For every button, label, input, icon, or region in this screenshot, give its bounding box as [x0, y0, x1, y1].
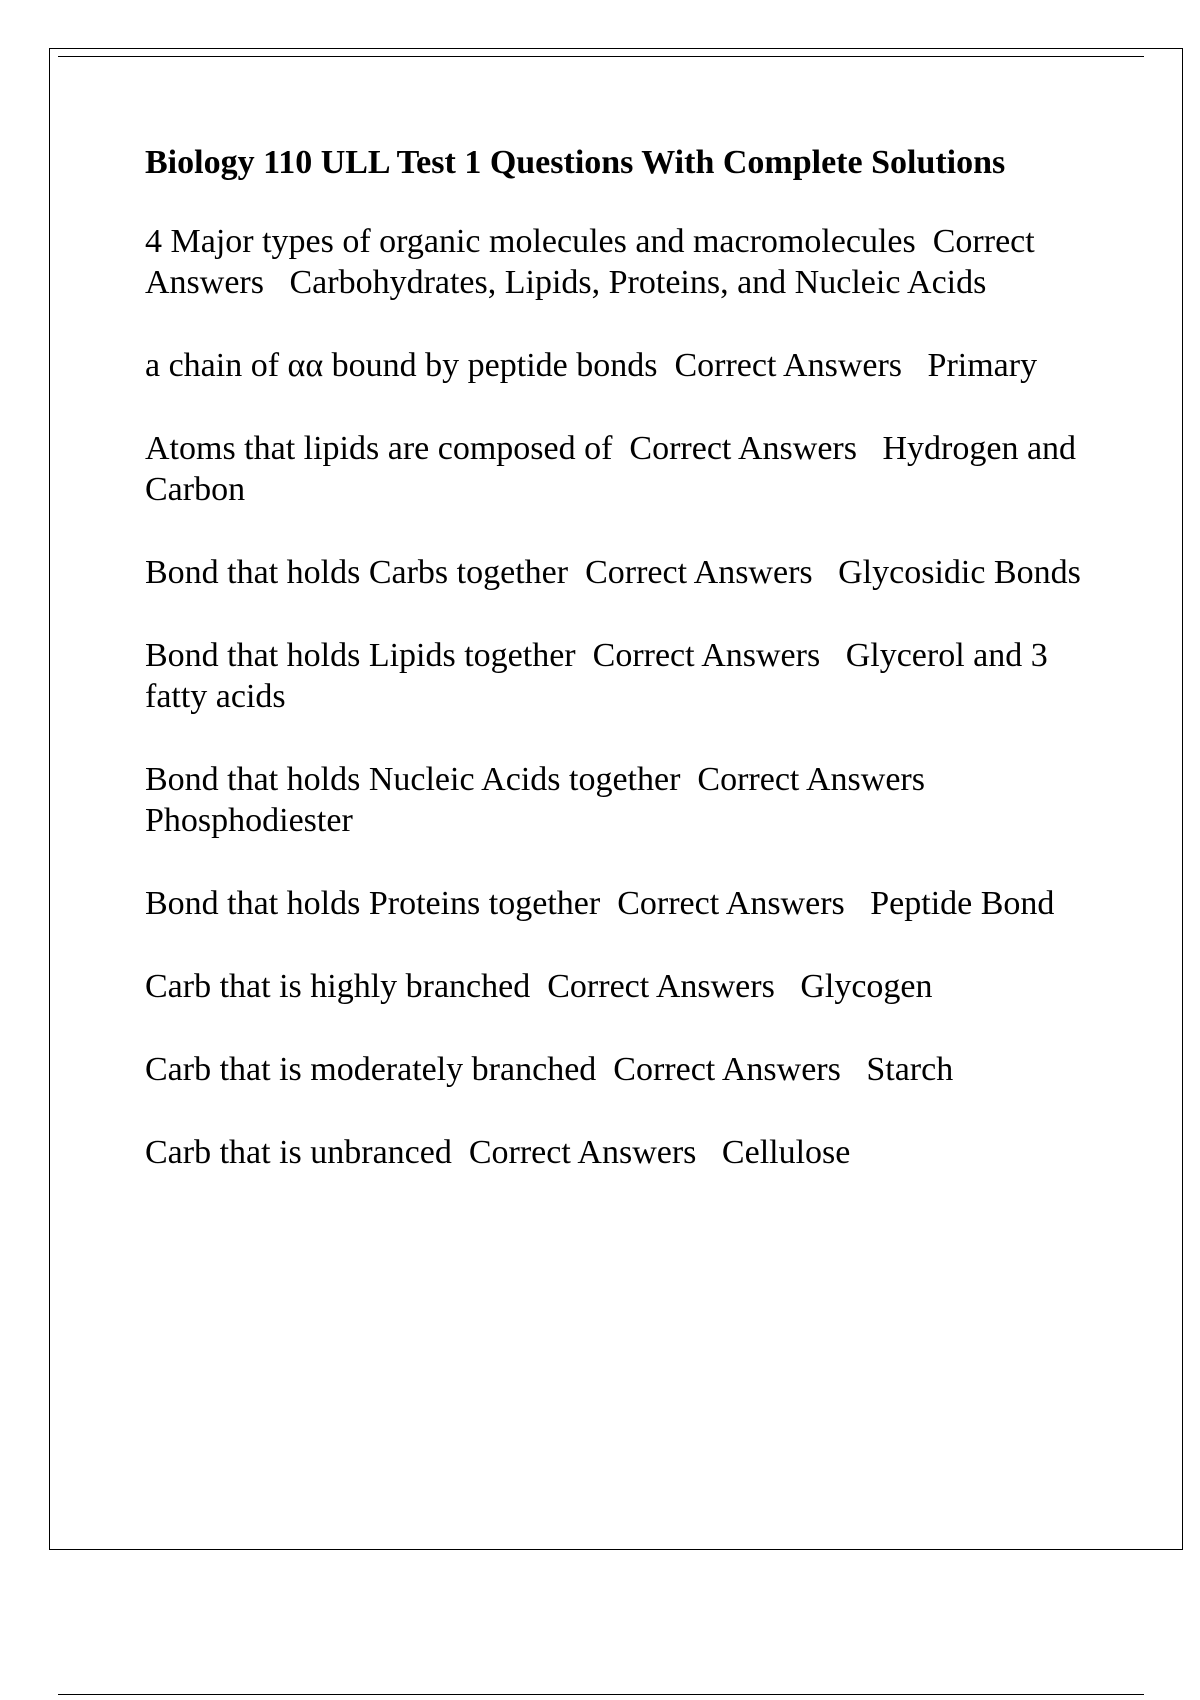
answer-text: Starch: [866, 1051, 954, 1088]
answer-text: Peptide Bond: [870, 885, 1055, 922]
qa-list: [145, 221, 1095, 1173]
qa-item: [145, 759, 1095, 841]
correct-answers-label: Correct Answers: [674, 347, 903, 384]
question-text: Bond that holds Carbs together: [145, 554, 569, 591]
qa-item: [145, 428, 1095, 510]
question-text: a chain of αα bound by peptide bonds: [145, 347, 658, 384]
answer-text: Glycogen: [800, 968, 933, 1005]
top-rule: [58, 56, 1144, 57]
question-text: Bond that holds Nucleic Acids together: [145, 761, 681, 798]
correct-answers-label: Correct Answers: [145, 223, 1042, 301]
qa-item: [145, 552, 1095, 593]
question-text: Carb that is unbranced: [145, 1134, 452, 1171]
qa-item: [145, 1132, 1095, 1173]
correct-answers-label: Correct Answers: [617, 885, 845, 922]
answer-text: Phosphodiester: [145, 802, 353, 839]
question-text: Carb that is highly branched: [145, 968, 531, 1005]
question-text: Bond that holds Proteins together: [145, 885, 601, 922]
correct-answers-label: Correct Answers: [613, 1051, 841, 1088]
answer-text: Primary: [927, 347, 1038, 384]
answer-text: Cellulose: [721, 1134, 851, 1171]
qa-item: [145, 966, 1095, 1007]
qa-item: [145, 635, 1095, 717]
document-body: [145, 143, 1095, 1215]
correct-answers-label: Correct Answers: [468, 1134, 697, 1171]
qa-item: [145, 221, 1095, 303]
answer-text: Carbohydrates, Lipids, Proteins, and Nucleic Acids: [289, 264, 987, 301]
qa-item: [145, 883, 1095, 924]
bottom-rule: [58, 1694, 1144, 1695]
qa-item: [145, 1049, 1095, 1090]
correct-answers-label: Correct Answers: [592, 637, 821, 674]
question-text: Carb that is moderately branched: [145, 1051, 597, 1088]
document-title: Biology 110 ULL Test 1 Questions With Complete Solutions: [145, 144, 1006, 181]
answer-text: Glycerol and 3 fatty acids: [145, 637, 1057, 715]
qa-item: [145, 345, 1095, 386]
question-text: 4 Major types of organic molecules and macromolecules: [145, 223, 916, 260]
correct-answers-label: Correct Answers: [697, 761, 925, 798]
answer-text: Hydrogen and Carbon: [145, 430, 1085, 508]
correct-answers-label: Correct Answers: [629, 430, 857, 467]
correct-answers-label: Correct Answers: [547, 968, 775, 1005]
question-text: Atoms that lipids are composed of: [145, 430, 613, 467]
correct-answers-label: Correct Answers: [585, 554, 813, 591]
answer-text: Glycosidic Bonds: [838, 554, 1081, 591]
question-text: Bond that holds Lipids together: [145, 637, 576, 674]
